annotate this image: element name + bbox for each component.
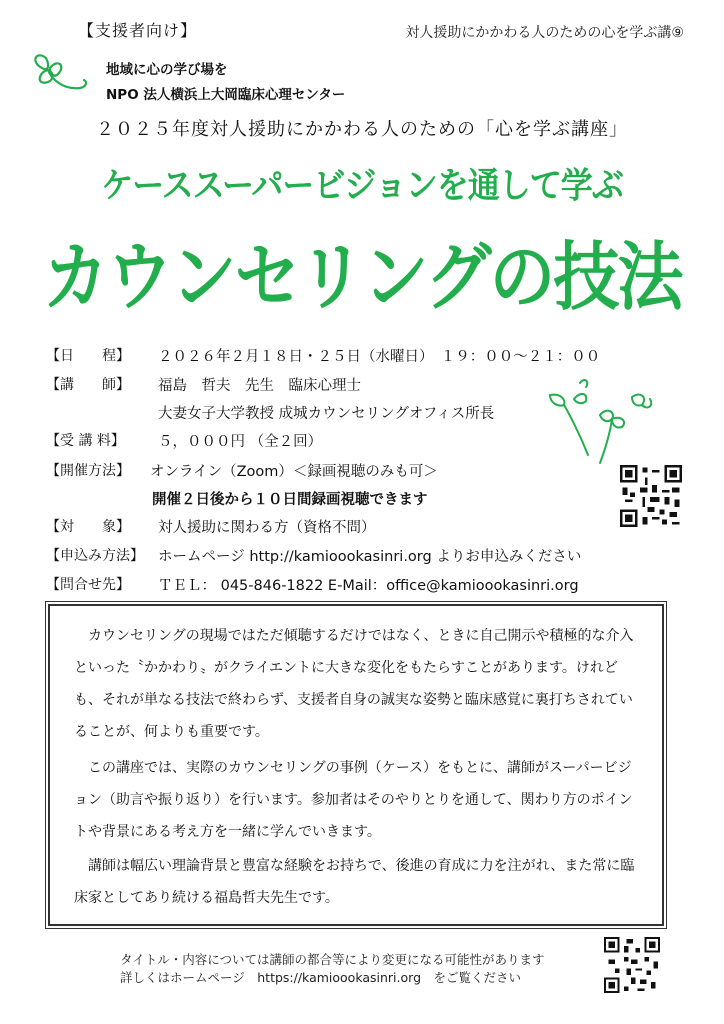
- schedule-label: 【日 程】: [46, 348, 130, 364]
- main-title: カウンセリングの技法: [42, 234, 682, 321]
- contact-label: 【問合せ先】: [46, 577, 130, 593]
- fee-label: 【受 講 料】: [46, 433, 125, 449]
- qr-code-icon[interactable]: [620, 465, 682, 527]
- fee-value: ５，０００円 （全２回）: [158, 434, 323, 450]
- method-label: 【開催方法】: [46, 463, 130, 479]
- target-value: 対人援助に関わる方（資格不問）: [158, 520, 376, 536]
- clover-logo-icon: [28, 48, 98, 100]
- org-slogan: 地域に心の学び場を: [106, 62, 228, 78]
- method-value: オンライン（Zoom）＜録画視聴のみも可＞: [150, 464, 438, 480]
- apply-label: 【申込み方法】: [46, 548, 144, 564]
- method-note: 開催２日後から１０日間録画視聴できます: [152, 492, 428, 508]
- description-paragraph-1: カウンセリングの現場ではただ傾聴するだけではなく、ときに自己開示や積極的な介入といった〝かかわり〟がクライエントに大きな変化をもたらすことがあります。けれども、それが単なる技法で終わらず、支援者自身の誠実な姿勢と臨床感覚に裏打ちされていることが、何よりも重要です。: [74, 628, 634, 740]
- description-paragraph-3: 講師は幅広い理論背景と豊富な経験をお持ちで、後進の育成に力を注がれ、また常に臨床家としてあり続ける福島哲夫先生です。: [74, 858, 635, 906]
- description-paragraph-2: この講座では、実際のカウンセリングの事例（ケース）をもとに、講師がスーパービジョン（助言や振り返り）を行います。参加者はそのやりとりを通して、関わり方のポイントや背景にある考え方を一緒に学んでいきます。: [74, 760, 633, 840]
- series-title: 対人援助にかかわる人のための心を学ぶ講⑨: [405, 25, 684, 41]
- description-box: [48, 604, 664, 926]
- lecturer-value: 福島 哲夫 先生 臨床心理士: [158, 378, 361, 394]
- footer-website: 詳しくはホームページ https://kamioookasinri.org をご覧ください: [120, 970, 522, 985]
- subtitle: ケーススーパービジョンを通して学ぶ: [101, 164, 623, 207]
- schedule-value: ２０２６年２月１８日・２５日（水曜日） １９：００～２１：００: [158, 349, 601, 365]
- lecturer-label: 【講 師】: [46, 377, 130, 393]
- org-name: NPO 法人横浜上大岡臨床心理センター: [106, 87, 346, 103]
- target-label: 【対 象】: [46, 519, 130, 535]
- audience-tag: 【支援者向け】: [78, 21, 198, 40]
- qr-code-icon[interactable]: [604, 937, 660, 993]
- footer-notice: タイトル・内容については講師の都合等により変更になる可能性があります: [120, 952, 545, 967]
- lecturer-affiliation: 大妻女子大学教授 成城カウンセリングオフィス所長: [158, 406, 495, 422]
- sprouts-icon: [540, 375, 660, 470]
- contact-value: ＴＥＬ： 045-846-1822 E-Mail：office@kamioookasinri.org: [158, 578, 579, 594]
- course-series-title: ２０２５年度対人援助にかかわる人のための「心を学ぶ講座」: [96, 119, 628, 140]
- apply-value: ホームページ http://kamioookasinri.org よりお申込みください: [158, 549, 582, 565]
